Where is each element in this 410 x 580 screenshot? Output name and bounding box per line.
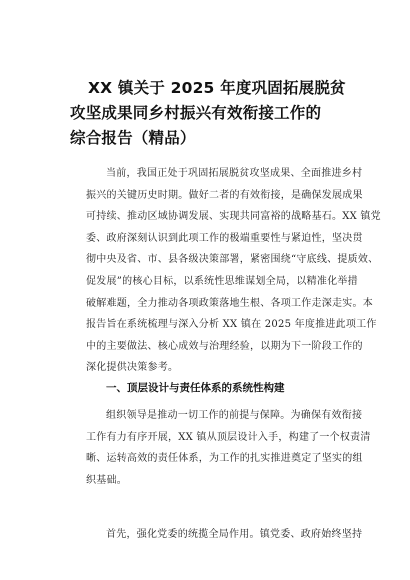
title-line: XX 镇关于 2025 年度巩固拓展脱贫 <box>88 79 346 97</box>
title-line: 综合报告（精品） <box>70 129 196 147</box>
section-paragraph <box>86 524 363 546</box>
paragraph-line: 彻中央及省、市、县各级决策部署，紧密围绕“守底线、提质效、 <box>86 254 379 266</box>
paragraph-line: 破解难题，全力推动各项政策落地生根、各项工作走深走实。本 <box>86 297 373 309</box>
paragraph-line: 振兴的关键历史时期。做好二者的有效衔接，是确保发展成果 <box>86 189 363 201</box>
paragraph-line: 中的主要做法、核心成效与治理经验，以期为下一阶段工作的 <box>86 340 363 352</box>
paragraph-line: 深化提供决策参考。 <box>86 362 179 374</box>
section-paragraph <box>86 405 371 491</box>
paragraph-line: 组织领导是推动一切工作的前提与保障。为确保有效衔接 <box>106 410 363 421</box>
title-line: 攻坚成果同乡村振兴有效衔接工作的 <box>70 104 322 122</box>
paragraph-line: 首先，强化党委的统揽全局作用。镇党委、政府始终坚持 <box>106 529 363 540</box>
paragraph-line: 织基础。 <box>86 474 127 486</box>
paragraph-line: 工作有力有序开展，XX 镇从顶层设计入手，构建了一个权责清 <box>86 431 371 443</box>
paragraph-line: 可持续、推动区域协调发展、实现共同富裕的战略基石。XX 镇党 <box>86 211 381 223</box>
paragraph-line: 促发展”的核心目标，以系统性思维谋划全局，以精准化举措 <box>86 275 358 287</box>
paragraph-line: 当前，我国正处于巩固拓展脱贫攻坚成果、全面推进乡村 <box>106 168 363 179</box>
paragraph-line: 晰、运转高效的责任体系，为工作的扎实推进奠定了坚实的组 <box>86 453 363 465</box>
intro-paragraph <box>86 163 381 379</box>
paragraph-line: 委、政府深刻认识到此项工作的极端重要性与紧迫性，坚决贯 <box>86 232 363 244</box>
paragraph-line: 报告旨在系统梳理与深入分析 XX 镇在 2025 年度推进此项工作 <box>86 319 377 331</box>
section-heading: 一、顶层设计与责任体系的系统性构建 <box>106 382 285 394</box>
document-title <box>70 76 360 151</box>
